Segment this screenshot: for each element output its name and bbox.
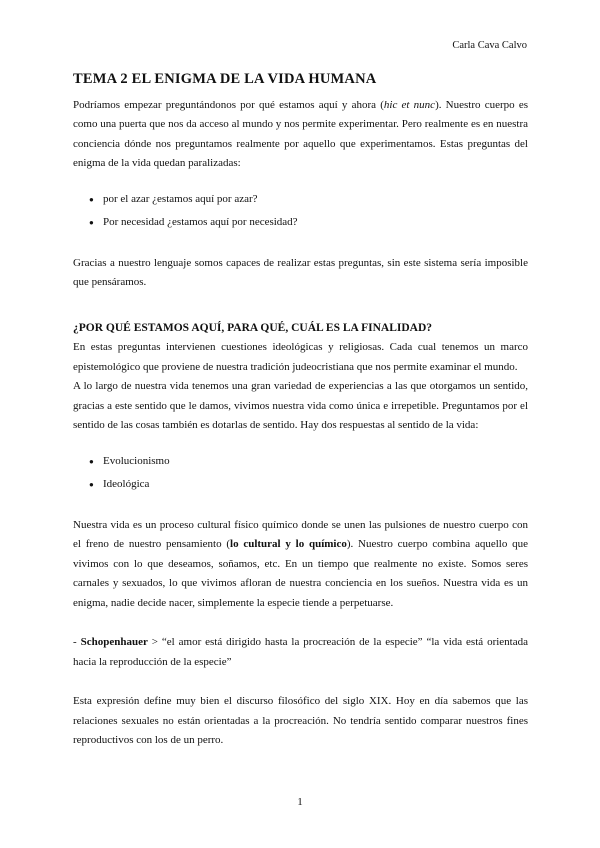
- quote-paragraph: [73, 633, 528, 672]
- answers-list: [73, 450, 528, 496]
- life-text-end: ). Nuestro cuerpo combina aquello que vivimos con lo que deseamos, soñamos, etc. En un tiempo que realmente no existe. Somos seres carnales y sexuados, lo que vivimos afloran de nuestra conciencia en los sueños. Nuestra vida es un enigma, nadie decide nacer, simplemente la especie tiende a perpetuarse.: [73, 538, 529, 609]
- section-heading: ¿POR QUÉ ESTAMOS AQUÍ, PARA QUÉ, CUÁL ES LA FINALIDAD?: [73, 321, 432, 334]
- questions-list: [73, 188, 528, 234]
- intro-latin-phrase: hic et nunc: [383, 98, 436, 111]
- section-paragraph-1: En estas preguntas intervienen cuestiones ideológicas y religiosas. Cada cual tenemos un marco epistemológico que proviene de nuestra tradición judeocristiana que nos permite examinar el mundo.: [73, 341, 528, 373]
- language-paragraph: Gracias a nuestro lenguaje somos capaces de realizar estas preguntas, sin este sistema sería imposible que pensáramos.: [73, 256, 528, 288]
- life-paragraph: [73, 516, 528, 614]
- life-text-start: Nuestra vida es un proceso cultural físico químico donde se unen las pulsiones de nuestro cuerpo con el freno de nuestro pensamiento (: [73, 518, 528, 550]
- list-item: ● Ideológica: [73, 473, 528, 496]
- list-item: ● por el azar ¿estamos aquí por azar?: [73, 188, 528, 211]
- section-paragraph-2: A lo largo de nuestra vida tenemos una gran variedad de experiencias a las que otorgamos un sentido, gracias a este sentido que le damos, vivimos nuestra vida como única e irrepetible. Preguntamos por el sentido de las cosas también es dotarlas de sentido. Hay dos respuestas al sentido de la vida:: [73, 380, 528, 431]
- quote-text: > “el amor está dirigido hasta la procreación de la especie” “la vida está orientada hacia la reproducción de la especie”: [73, 636, 528, 668]
- quote-author: Schopenhauer: [80, 636, 148, 648]
- life-bold-phrase: lo cultural y lo químico: [230, 538, 347, 550]
- list-item: ● Por necesidad ¿estamos aquí por necesidad?: [73, 211, 528, 234]
- intro-text-start: Podríamos empezar preguntándonos por qué estamos aquí y ahora (: [73, 98, 384, 111]
- author-name: Carla Cava Calvo: [452, 40, 527, 51]
- closing-paragraph: Esta expresión define muy bien el discurso filosófico del siglo XIX. Hoy en día sabemos que las relaciones sexuales no están orientadas a la procreación. No tendría sentido comparar nuestros fines reproductivos con los de un perro.: [73, 695, 528, 746]
- intro-paragraph: [73, 96, 528, 174]
- list-item: ● Evolucionismo: [73, 450, 528, 473]
- document-title: TEMA 2 EL ENIGMA DE LA VIDA HUMANA: [73, 71, 377, 87]
- intro-text-end: ). Nuestro cuerpo es como una puerta que nos da acceso al mundo y nos permite experimentar. Pero realmente es en nuestra conciencia dónde nos preguntamos realmente por aquello que experimentamos. Estas preguntas del enigma de la vida quedan paralizadas:: [73, 98, 528, 169]
- quote-prefix: -: [73, 636, 81, 648]
- document-body: [73, 70, 528, 751]
- page-number: 1: [297, 796, 303, 808]
